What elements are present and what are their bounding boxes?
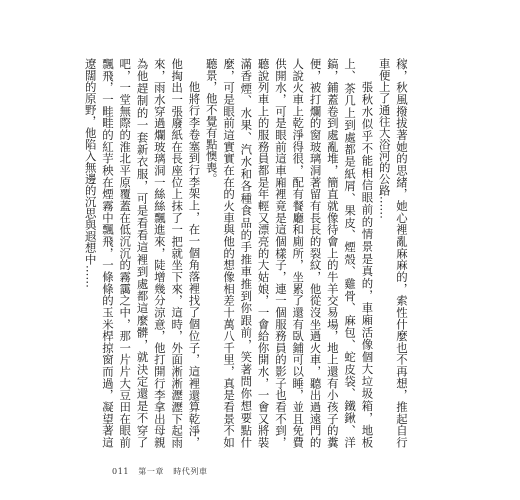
- chapter-title: 時代列車: [173, 467, 208, 476]
- page-footer: [112, 466, 214, 477]
- page-number: 011: [112, 467, 130, 476]
- vertical-text-body: [83, 58, 410, 448]
- paragraph-3: 他將行李卷塞到行李架上，在一個角落裡找了個位子，這裡還算乾淨，他掏出一張廢紙在長座位上抹了一把就坐下來，這時，外面淅淅瀝瀝下起雨來，雨水穿過爛玻璃洞一絲絲飄進來，陡增幾分涼意，他打開行李拿出母親為他趕制的一套新衣服，可是看看這裡到處都這麼髒，就決定還是不穿了吧，一堂無際的淮北平原覆蓋在低沉沉的霧靄之中，那一片片大豆田在眼前飄飛，一畦畦的紅芋秧在煙霧中飄飛，一條條的玉米桿掠窗而過，凝望著這遼闊的原野，他陷入無邊的沉思與遐想中……: [83, 58, 202, 448]
- paragraph-2: 張秋水似乎不能相信眼前的情景是真的，車廂活像個大垃圾箱，地板上、茶几上到處都是紙屑、果皮、煙殼、雞骨、麻包、蛇皮袋、鐵鍬、洋鎬，鋪蓋卷到處亂堆，簡直就像待會上的牛羊交易場，地上還有小孩子的糞便，被打爛的窗玻璃洞著留有長長的裂紋，他從沒坐過火車，聽出過遠門的人說火車上乾淨得很，配有餐廳和廁所，坐累了還有臥鋪可以睡，並且免費供開水，可是眼前這車廂裡竟是這個樣子，連一個服務員的影子也看不到，聽說列車上的服務員都是年輕又漂亮的大姑娘，一會給你開水，一會又將裝滿香煙、水果、汽水和各種食品的手推車推到你跟前，笑著問你想要點什麼，可是眼前這實實在在的火車與他的想像相差十萬八千里，真是看景不如聽景，他不覺有點懊喪。: [204, 58, 375, 448]
- chapter-label: 第一章: [138, 467, 165, 476]
- paragraph-1: 稼，秋風撥拔著她的思緒，她心裡亂麻麻的，索性什麼也不再想，推起自行車便上了通往大浴河的公路……: [377, 58, 409, 448]
